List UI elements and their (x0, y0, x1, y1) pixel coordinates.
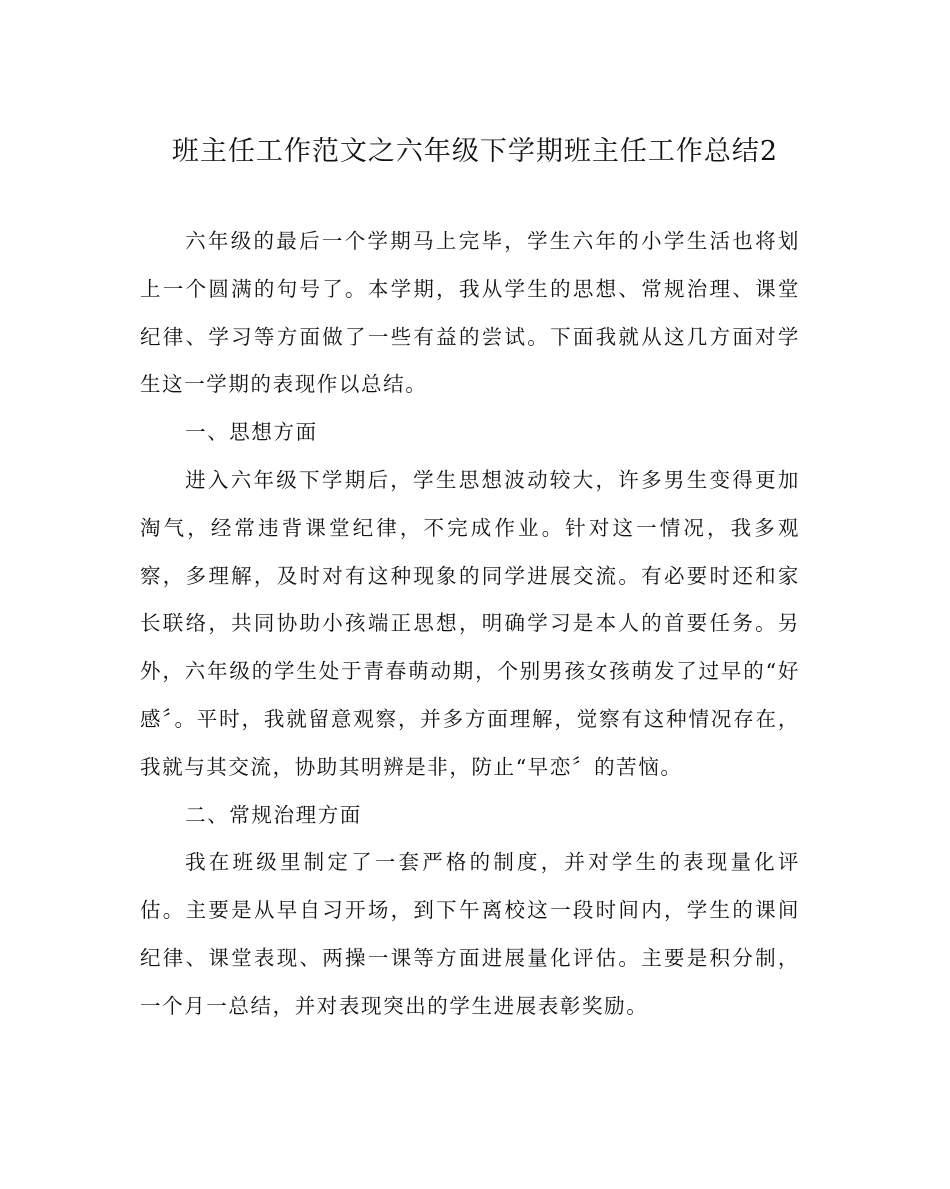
paragraph-intro: 六年级的最后一个学期马上完毕，学生六年的小学生活也将划上一个圆满的句号了。本学期，我从学生的思想、常规治理、课堂纪律、学习等方面做了一些有益的尝试。下面我就从这几方面对学生这一学期的表现作以总结。 (140, 229, 800, 397)
section-heading-thought: 一、思想方面 (185, 420, 318, 445)
paragraph-routine: 我在班级里制定了一套严格的制度，并对学生的表现量化评估。主要是从早自习开场，到下午离校这一段时间内，学生的课间纪律、课堂表现、两操一课等方面进展量化评估。主要是积分制，一个月一总结，并对表现突出的学生进展表彰奖励。 (140, 850, 800, 1018)
section-heading-routine: 二、常规治理方面 (185, 802, 362, 827)
document-body (140, 218, 800, 1031)
document-title: 班主任工作范文之六年级下学期班主任工作总结2 (171, 136, 779, 167)
paragraph-thought: 进入六年级下学期后，学生思想波动较大，许多男生变得更加淘气，经常违背课堂纪律，不完成作业。针对这一情况，我多观察，多理解，及时对有这种现象的同学进展交流。有必要时还和家长联络，共同协助小孩端正思想，明确学习是本人的首要任务。另外，六年级的学生处于青春萌动期，个别男孩女孩萌发了过早的“好感〞。平时，我就留意观察，并多方面理解，觉察有这种情况存在，我就与其交流，协助其明辨是非，防止“早恋〞的苦恼。 (140, 467, 800, 779)
